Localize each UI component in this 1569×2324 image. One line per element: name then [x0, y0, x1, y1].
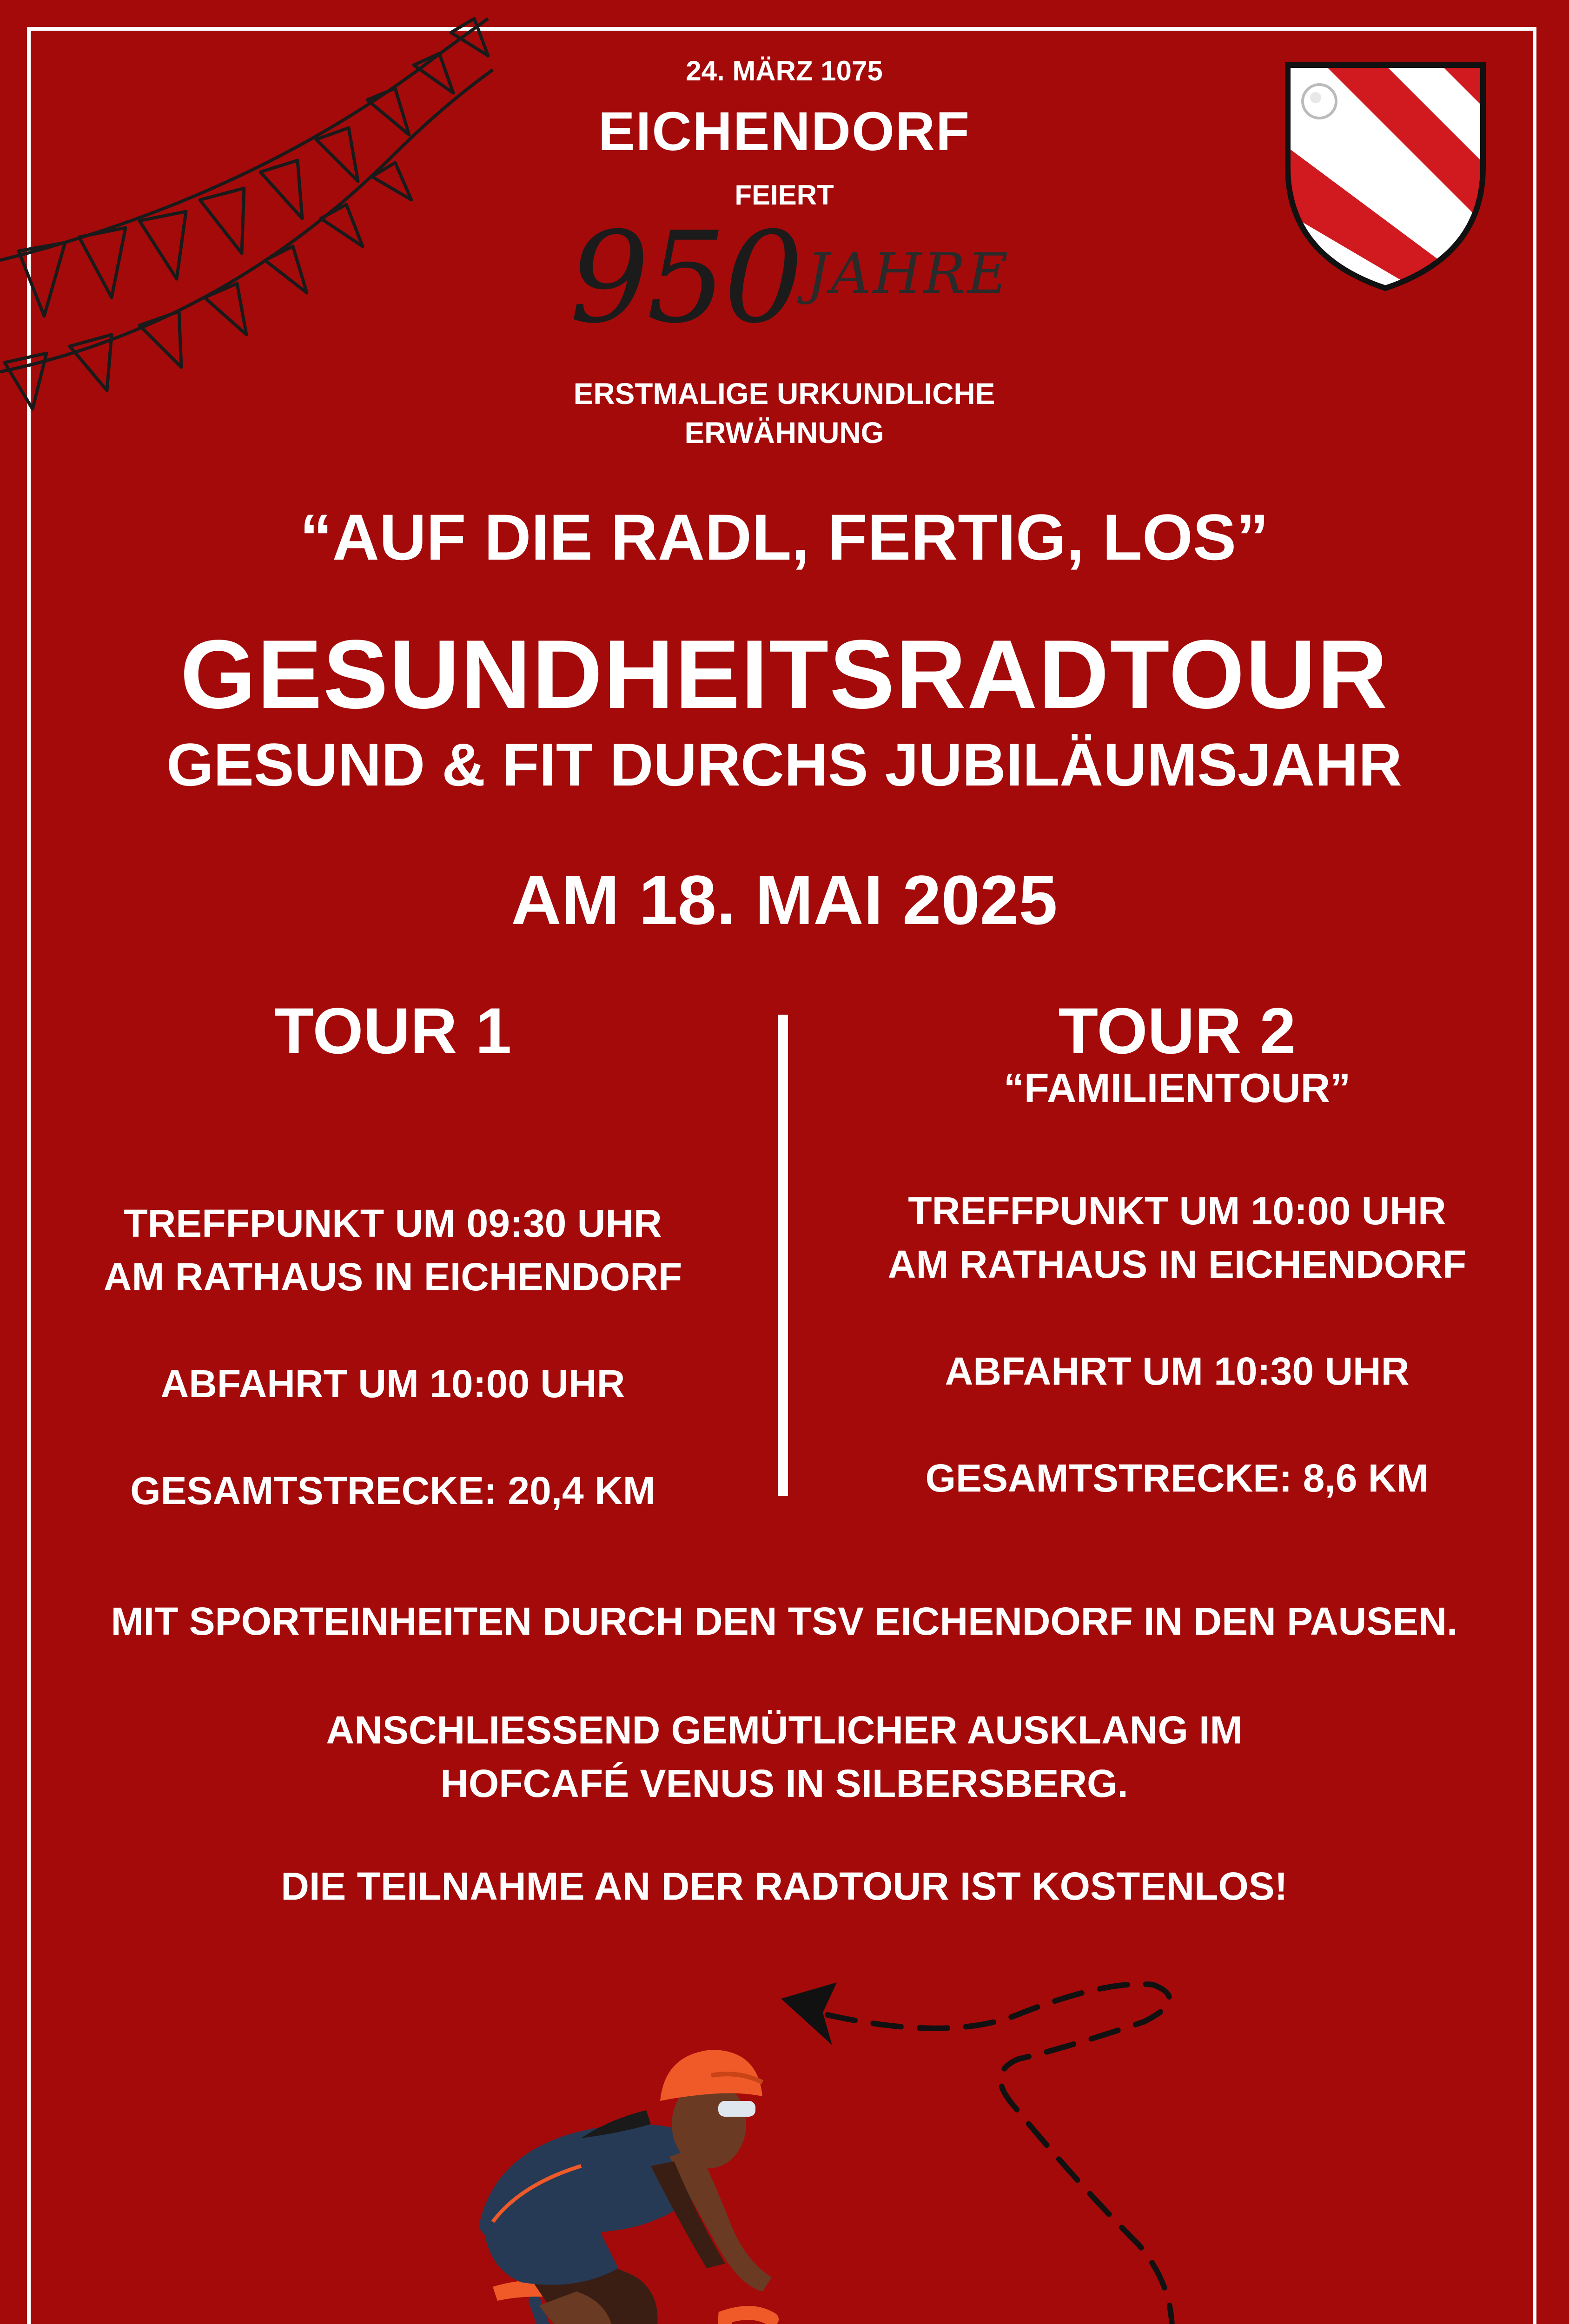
subheadline: GESUND & FIT DURCHS JUBILÄUMSJAHR: [166, 731, 1402, 799]
first-mention-line: ERSTMALIGE URKUNDLICHE: [573, 377, 995, 410]
tour-departure: ABFAHRT UM 10:00 UHR: [160, 1362, 625, 1406]
celebrates-label: FEIERT: [735, 179, 834, 211]
event-date: AM 18. MAI 2025: [511, 861, 1058, 939]
tour-meeting-line: AM RATHAUS IN EICHENDORF: [103, 1255, 682, 1299]
afterwards-line: HOFCAFÉ VENUS IN SILBERSBERG.: [440, 1762, 1128, 1805]
tour-meeting-line: TREFFPUNKT UM 10:00 UHR: [908, 1189, 1446, 1233]
founding-date: 24. MÄRZ 1075: [686, 55, 883, 86]
afterwards-line: ANSCHLIESSEND GEMÜTLICHER AUSKLANG IM: [326, 1708, 1243, 1752]
first-mention-line: ERWÄHNUNG: [684, 416, 884, 449]
anniversary-word: JAHRE: [807, 242, 1010, 306]
free-participation-info: DIE TEILNAHME AN DER RADTOUR IST KOSTENLOS!: [281, 1864, 1288, 1908]
anniversary-number: 950: [569, 205, 801, 351]
town-name: EICHENDORF: [598, 101, 971, 162]
tour-distance: GESAMTSTRECKE: 20,4 KM: [130, 1469, 655, 1512]
tour-title: TOUR 2: [1058, 994, 1296, 1067]
headline: GESUNDHEITSRADTOUR: [180, 620, 1389, 729]
tour-meeting-line: TREFFPUNKT UM 09:30 UHR: [124, 1202, 662, 1245]
tour-subtitle: “FAMILIENTOUR”: [1003, 1065, 1351, 1111]
tour-meeting-line: AM RATHAUS IN EICHENDORF: [887, 1242, 1467, 1286]
tour-distance: GESAMTSTRECKE: 8,6 KM: [925, 1456, 1429, 1500]
tour-departure: ABFAHRT UM 10:30 UHR: [945, 1349, 1410, 1393]
motto: “AUF DIE RADL, FERTIG, LOS”: [299, 501, 1269, 574]
sport-info: MIT SPORTEINHEITEN DURCH DEN TSV EICHENDORF IN DEN PAUSEN.: [111, 1599, 1458, 1643]
tour-title: TOUR 1: [274, 994, 512, 1067]
